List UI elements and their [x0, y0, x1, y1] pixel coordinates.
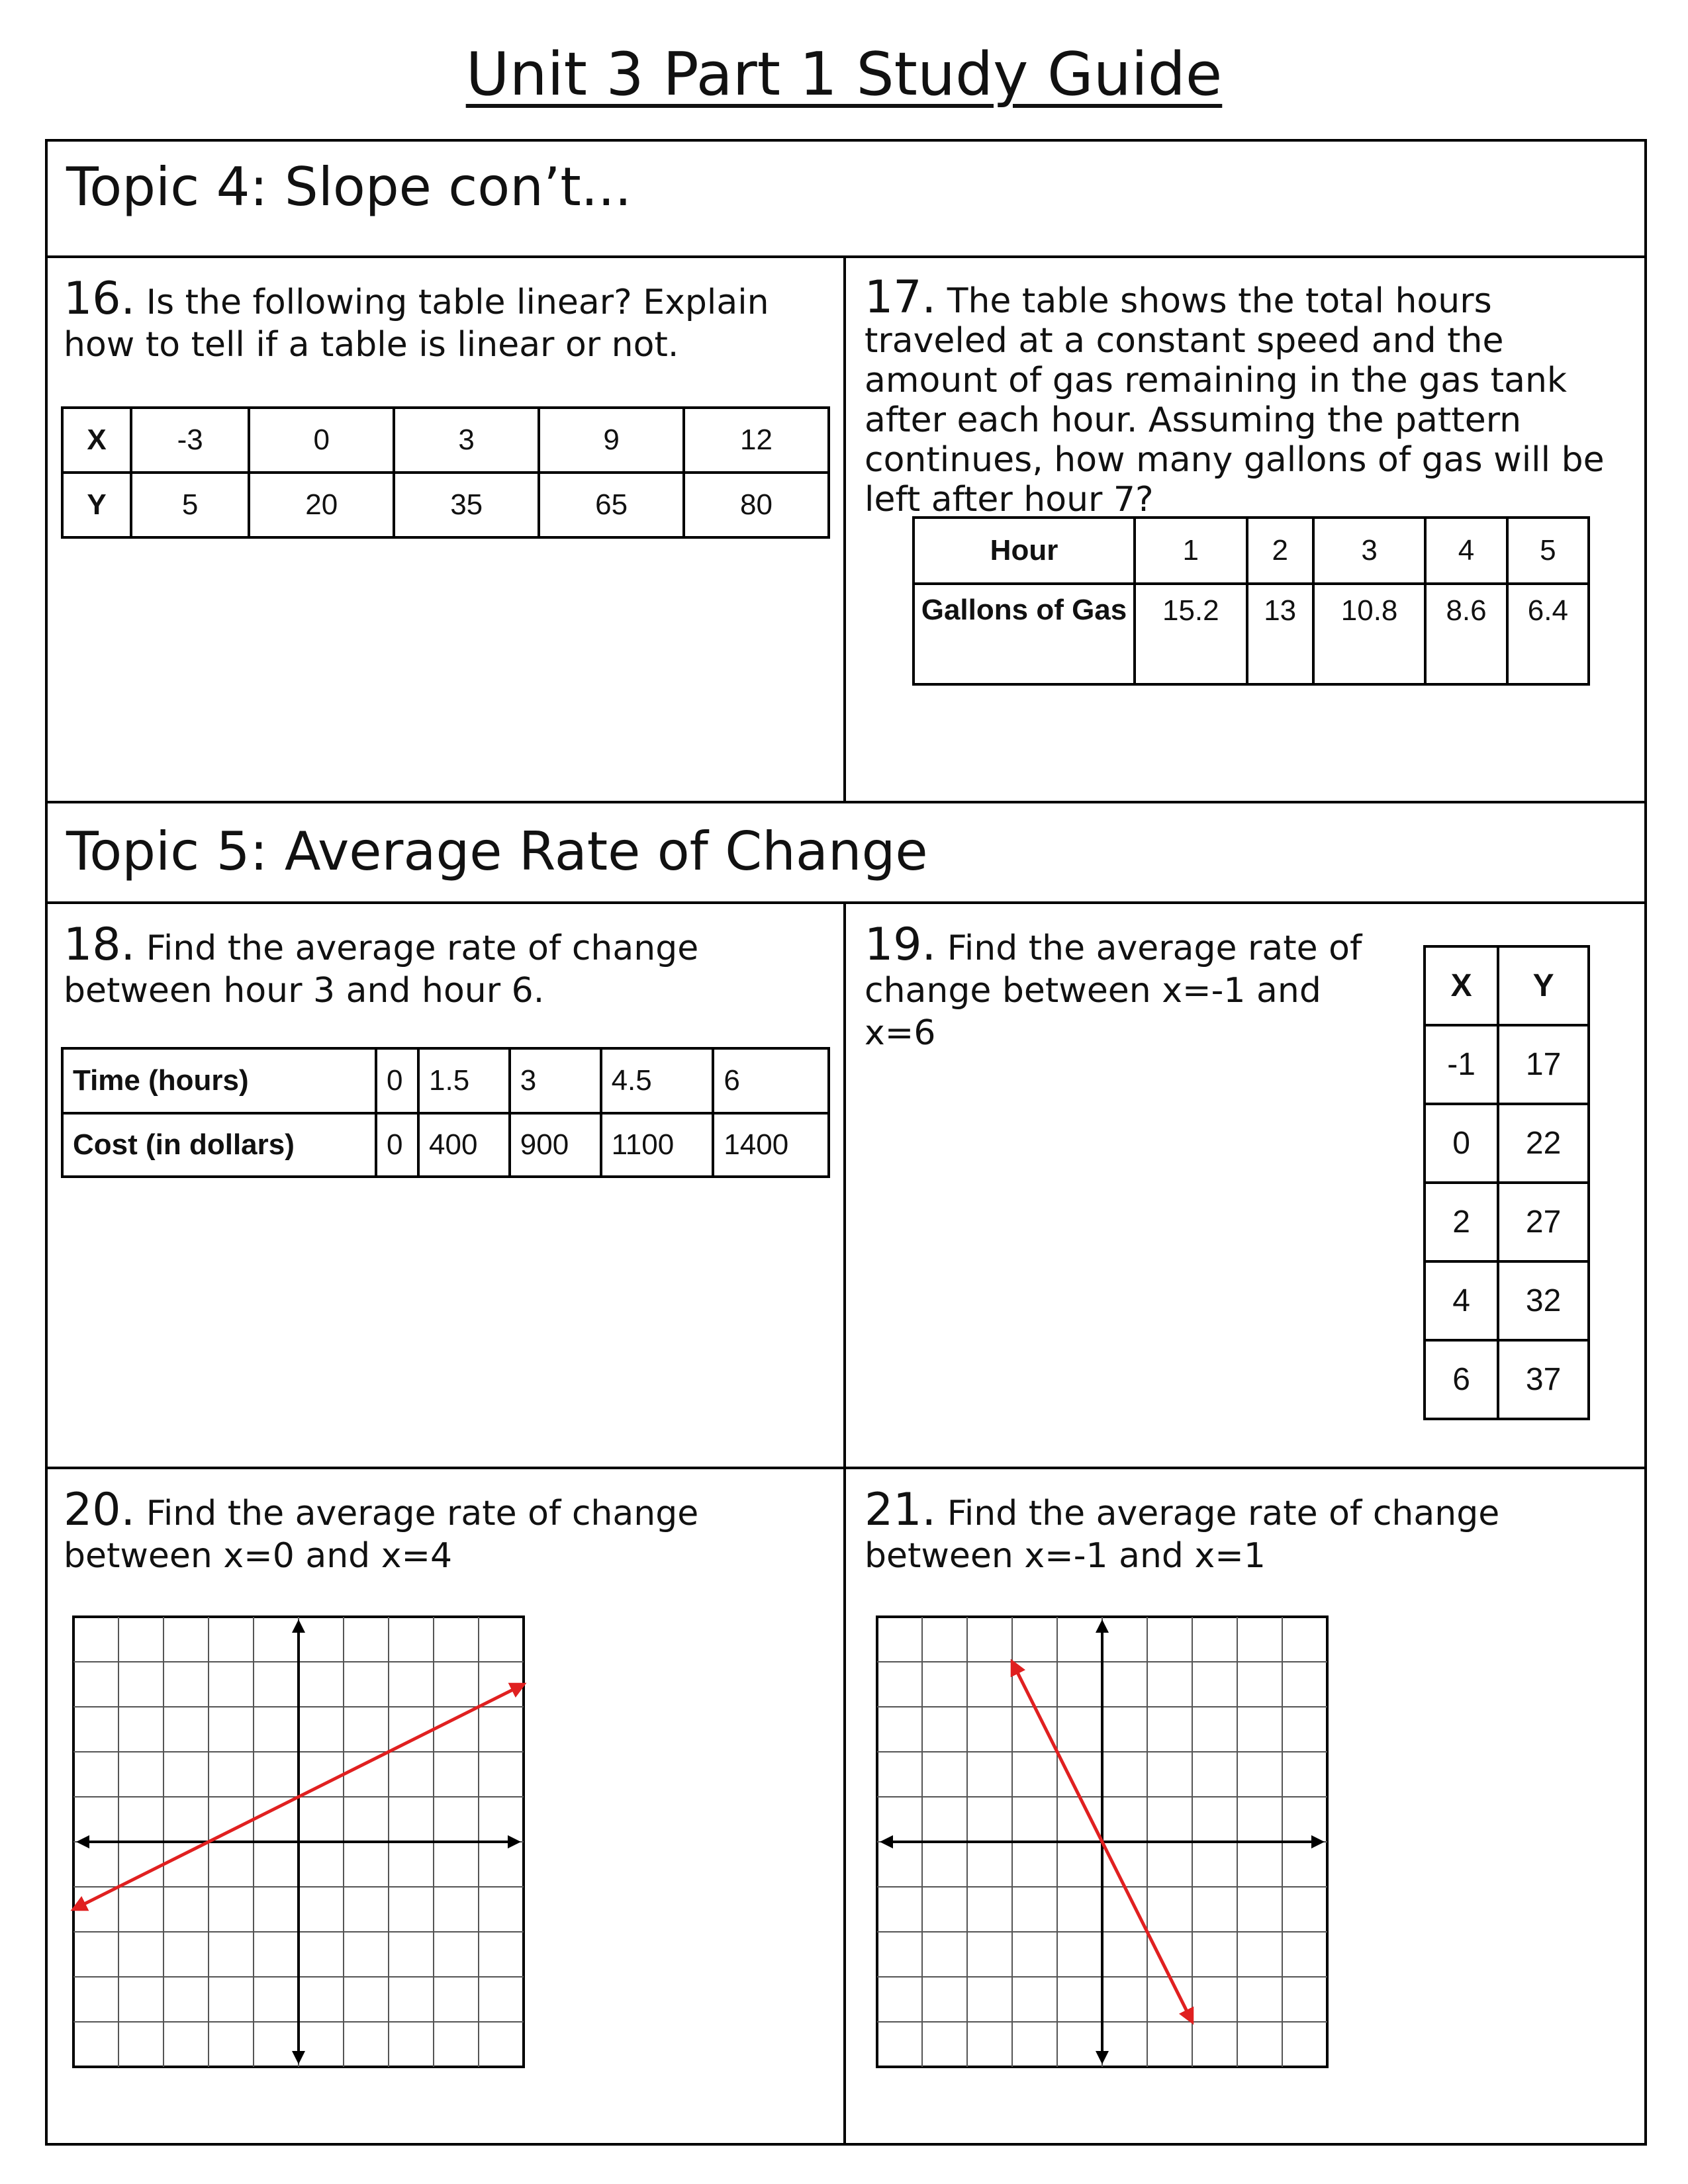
row-label: Cost (in dollars): [62, 1113, 376, 1177]
row-label: X: [62, 408, 131, 473]
q18-table: [61, 1047, 830, 1178]
divider: [45, 801, 1647, 803]
question-number: 20.: [64, 1484, 136, 1536]
column-divider: [843, 255, 846, 802]
table-cell: -3: [131, 408, 249, 473]
table-cell: 6.4: [1507, 584, 1589, 684]
question-text: Is the following table linear? Explain how to tell if a table is linear or not.: [64, 283, 769, 365]
table-cell: 3: [1313, 518, 1426, 584]
table-cell: 9: [539, 408, 684, 473]
question-19: [865, 919, 1381, 1054]
topic-4-heading: Topic 4: Slope con’t...: [66, 156, 632, 218]
question-number: 16.: [64, 273, 136, 325]
row-label: Gallons of Gas: [914, 584, 1135, 684]
topic-5-heading: Topic 5: Average Rate of Change: [66, 821, 928, 882]
table-cell: 0: [376, 1113, 418, 1177]
table-cell: 4.5: [601, 1048, 714, 1113]
column-header: X: [1425, 946, 1498, 1025]
table-cell: 3: [510, 1048, 601, 1113]
table-cell: 6: [713, 1048, 829, 1113]
column-divider: [843, 901, 846, 2146]
table-cell: 0: [249, 408, 394, 473]
q16-table: [61, 406, 830, 539]
table-cell: 5: [1507, 518, 1589, 584]
question-16: [64, 273, 831, 366]
q17-table: [912, 516, 1590, 686]
question-text: Find the average rate of change between x=0 and x=4: [64, 1494, 699, 1576]
question-17: [865, 271, 1632, 520]
divider: [45, 255, 1647, 258]
q20-graph: [70, 1614, 527, 2070]
table-cell: 22: [1498, 1104, 1589, 1183]
table-cell: 10.8: [1313, 584, 1426, 684]
question-text: Find the average rate of change between hour 3 and hour 6.: [64, 929, 699, 1011]
question-text: Find the average rate of change between x=-1 and x=1: [865, 1494, 1500, 1576]
q21-graph: [874, 1614, 1331, 2070]
divider: [45, 1467, 1647, 1469]
table-cell: 0: [1425, 1104, 1498, 1183]
table-cell: 35: [394, 473, 539, 537]
table-cell: 32: [1498, 1261, 1589, 1340]
table-cell: 4: [1425, 518, 1507, 584]
question-text: Find the average rate of change between x=-1 and x=6: [865, 929, 1362, 1053]
table-cell: 900: [510, 1113, 601, 1177]
table-cell: 0: [376, 1048, 418, 1113]
divider: [45, 901, 1647, 904]
question-number: 21.: [865, 1484, 937, 1536]
table-cell: 20: [249, 473, 394, 537]
table-cell: 400: [418, 1113, 510, 1177]
table-cell: 6: [1425, 1340, 1498, 1419]
row-label: Y: [62, 473, 131, 537]
question-number: 18.: [64, 919, 136, 971]
table-cell: 2: [1247, 518, 1313, 584]
table-cell: 1400: [713, 1113, 829, 1177]
question-number: 17.: [865, 271, 937, 324]
table-cell: 5: [131, 473, 249, 537]
table-cell: -1: [1425, 1025, 1498, 1104]
table-cell: 27: [1498, 1183, 1589, 1261]
table-cell: 8.6: [1425, 584, 1507, 684]
table-cell: 37: [1498, 1340, 1589, 1419]
table-cell: 13: [1247, 584, 1313, 684]
table-cell: 2: [1425, 1183, 1498, 1261]
row-label: Time (hours): [62, 1048, 376, 1113]
q19-table: [1423, 945, 1590, 1420]
table-cell: 1100: [601, 1113, 714, 1177]
table-cell: 15.2: [1135, 584, 1247, 684]
table-cell: 80: [684, 473, 829, 537]
column-header: Y: [1498, 946, 1589, 1025]
question-18: [64, 919, 805, 1012]
table-cell: 1.5: [418, 1048, 510, 1113]
page-title: Unit 3 Part 1 Study Guide: [465, 40, 1223, 109]
table-cell: 3: [394, 408, 539, 473]
question-20: [64, 1484, 805, 1577]
table-cell: 1: [1135, 518, 1247, 584]
table-cell: 12: [684, 408, 829, 473]
question-21: [865, 1484, 1606, 1577]
table-cell: 4: [1425, 1261, 1498, 1340]
table-cell: 65: [539, 473, 684, 537]
table-cell: 17: [1498, 1025, 1589, 1104]
row-label: Hour: [914, 518, 1135, 584]
question-number: 19.: [865, 919, 937, 971]
question-text: The table shows the total hours traveled at a constant speed and the amount of gas remaining in the gas tank after each hour. Assuming the pattern continues, how many gallons of gas will be left after hour 7?: [865, 281, 1605, 520]
